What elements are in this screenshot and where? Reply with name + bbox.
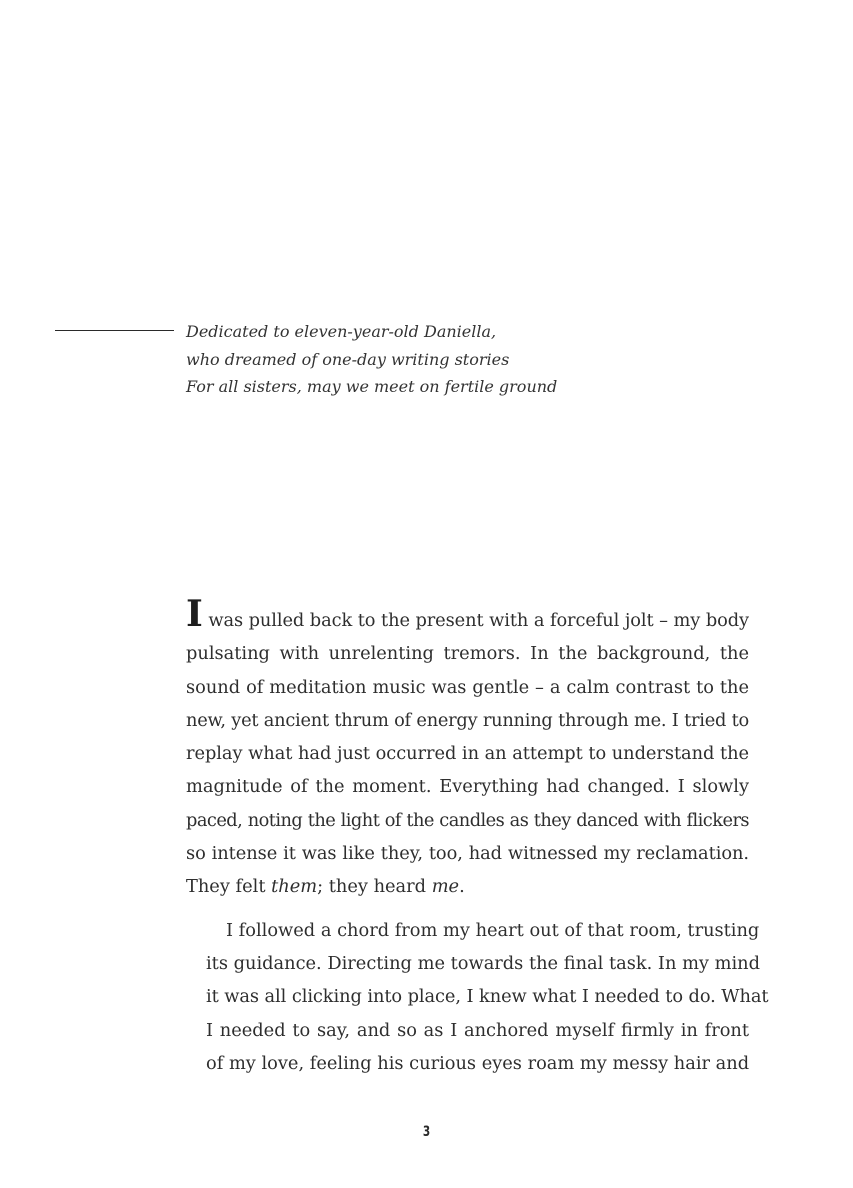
text-line: so intense it was like they, too, had witnessed my reclamation. xyxy=(186,843,749,865)
dedication-rule xyxy=(55,330,174,331)
page-number: 3 xyxy=(422,1124,431,1140)
text-line: I followed a chord from my heart out of that room, trusting xyxy=(226,919,760,941)
text-line: I needed to say, and so as I anchored myself firmly in front xyxy=(206,1019,749,1041)
text-line: pulsating with unrelenting tremors. In the background, the xyxy=(186,643,749,665)
text-fragment: ; they heard xyxy=(317,876,432,898)
text-line: magnitude of the moment. Everything had changed. I slowly xyxy=(186,776,749,798)
text-line: it was all clicking into place, I knew what I needed to do. What xyxy=(206,986,769,1008)
text-line: new, yet ancient thrum of energy running through me. I tried to xyxy=(186,709,749,731)
dedication-line: Dedicated to eleven-year-old Daniella, xyxy=(186,322,497,341)
dedication-line: For all sisters, may we meet on fertile ground xyxy=(186,377,558,396)
emphasis-me: me xyxy=(431,876,460,898)
text-line xyxy=(186,870,749,903)
text-line xyxy=(186,593,749,637)
text-fragment: . xyxy=(459,876,465,898)
dedication-line: who dreamed of one-day writing stories xyxy=(186,349,510,369)
text-line: sound of meditation music was gentle – a calm contrast to the xyxy=(186,676,749,698)
body-text xyxy=(186,593,769,1080)
text-line: of my love, feeling his curious eyes roam my messy hair and xyxy=(206,1052,750,1074)
text-line: replay what had just occurred in an attempt to understand the xyxy=(186,743,749,765)
emphasis-them: them xyxy=(271,876,318,898)
drop-cap: I xyxy=(186,593,203,635)
text-line: paced, noting the light of the candles as they danced with flickers xyxy=(186,809,749,831)
text-line-content: was pulled back to the present with a forceful jolt – my body xyxy=(202,610,749,631)
text-line: its guidance. Directing me towards the final task. In my mind xyxy=(206,952,761,974)
paragraph xyxy=(186,593,749,904)
text-fragment: They felt xyxy=(186,876,272,898)
dedication xyxy=(186,318,746,401)
paragraph xyxy=(186,914,769,1080)
